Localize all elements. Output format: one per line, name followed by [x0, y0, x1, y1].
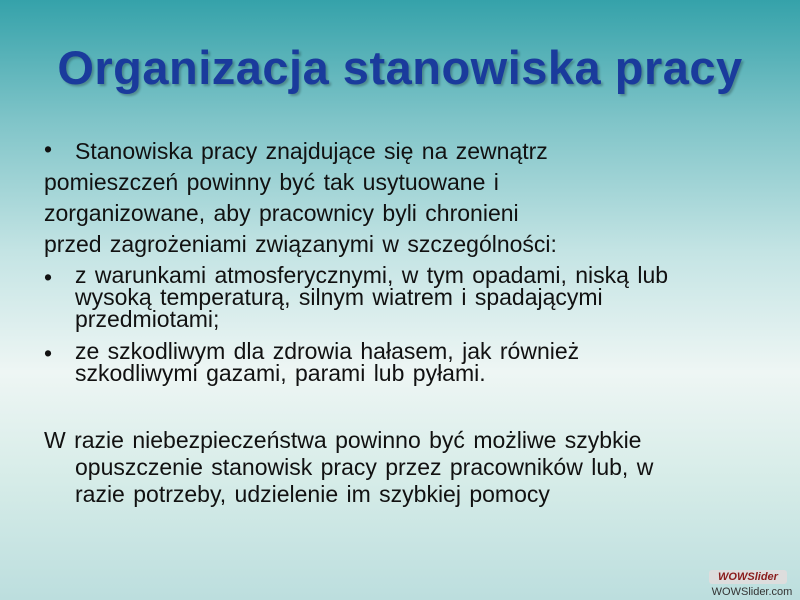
closing-paragraph: [44, 427, 764, 508]
closing-line: opuszczenie stanowisk pracy przez pracowników lub, w: [75, 454, 654, 480]
slide-title: Organizacja stanowiska pracy: [57, 41, 743, 94]
bullet-marker: •: [44, 136, 53, 162]
wowslider-url[interactable]: WOWSlider.com: [711, 586, 793, 598]
sub-bullet-weather: [44, 264, 764, 330]
intro-bullet: [44, 136, 764, 167]
sub-bullet-line: z warunkami atmosferycznymi, w tym opadami, niską lub: [75, 262, 669, 288]
wowslider-logo: WOWSlider: [709, 570, 787, 584]
closing-line: razie potrzeby, udzielenie im szybkiej pomocy: [75, 481, 550, 507]
sub-bullet-line: ze szkodliwym dla zdrowia hałasem, jak również: [75, 338, 580, 364]
slide-body: [44, 136, 764, 508]
intro-line: zorganizowane, aby pracownicy byli chronieni: [44, 200, 519, 226]
sub-bullet-line: wysoką temperaturą, silnym wiatrem i spadającymi: [75, 284, 603, 310]
intro-line: pomieszczeń powinny być tak usytuowane i: [44, 169, 499, 195]
sub-bullet-noise: [44, 340, 764, 384]
sub-bullet-line: przedmiotami;: [75, 306, 220, 332]
bullet-marker: •: [44, 264, 53, 290]
sub-bullet-line: szkodliwymi gazami, parami lub pyłami.: [75, 360, 486, 386]
bullet-marker: •: [44, 340, 53, 366]
intro-line: przed zagrożeniami związanymi w szczególności:: [44, 231, 557, 257]
closing-line: W razie niebezpieczeństwa powinno być możliwe szybkie: [44, 427, 642, 453]
intro-line: Stanowiska pracy znajdujące się na zewnątrz: [75, 138, 548, 164]
